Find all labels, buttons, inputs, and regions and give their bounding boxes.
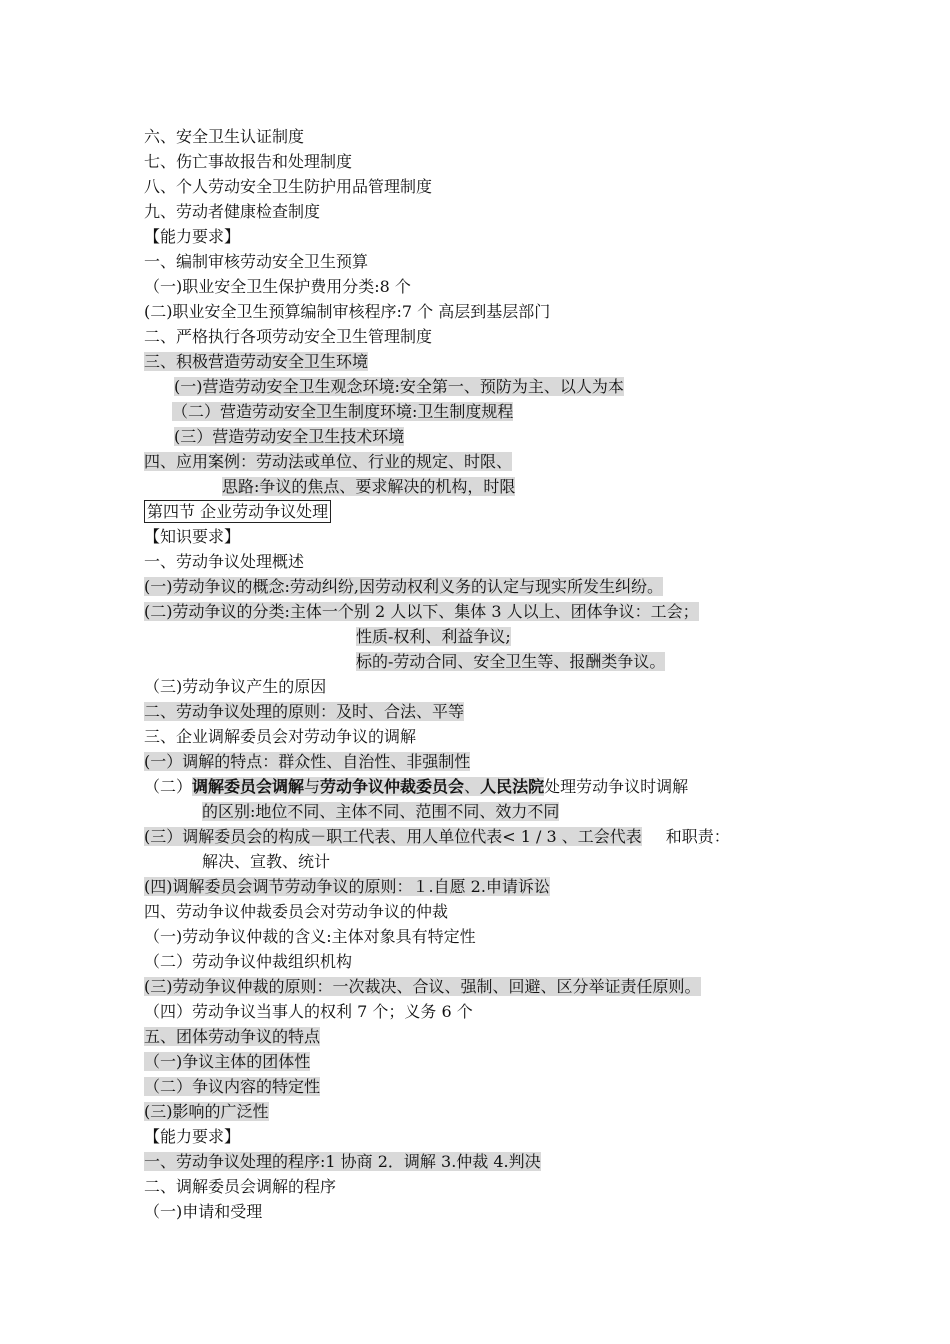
highlight-text: 五、团体劳动争议的特点	[144, 1027, 321, 1046]
text-line: (二)职业安全卫生预算编制审核程序:7 个 高层到基层部门	[144, 302, 551, 321]
text-line: 九、劳动者健康检查制度	[144, 202, 321, 221]
section-title-line	[144, 499, 331, 524]
highlight-text: 标的-劳动合同、安全卫生等、报酬类争议。	[356, 652, 666, 671]
highlight-text: (一）调解的特点：群众性、自治性、非强制性	[144, 752, 471, 771]
text-line: （一)申请和受理	[144, 1202, 263, 1221]
highlighted-line	[356, 649, 665, 674]
highlighted-line	[144, 574, 663, 599]
highlighted-line	[144, 1024, 320, 1049]
text-line: （三)劳动争议产生的原因	[144, 677, 327, 696]
highlighted-line	[144, 1074, 320, 1099]
highlight-text: 四、应用案例：劳动法或单位、行业的规定、时限、	[144, 452, 513, 471]
highlight-text: 性质-权利、利益争议;	[356, 627, 511, 646]
text-line: （二）劳动争议仲裁组织机构	[144, 952, 353, 971]
highlighted-line	[144, 749, 470, 774]
highlighted-line	[144, 1049, 310, 1074]
highlight-text: 三、积极营造劳动安全卫生环境	[144, 352, 369, 371]
bold-term: 劳动争议仲裁委员会	[320, 777, 465, 796]
highlight-text: (三）调解委员会的构成－职工代表、用人单位代表< 1 / 3 、工会代表	[144, 827, 642, 846]
text-line: 三、企业调解委员会对劳动争议的调解	[144, 727, 417, 746]
highlighted-line	[202, 799, 559, 824]
text-segment: 与	[304, 777, 321, 796]
highlighted-line	[144, 349, 368, 374]
highlighted-line	[174, 424, 404, 449]
highlight-text: (三)劳动争议仲裁的原则：一次裁决、合议、强制、回避、区分举证责任原则。	[144, 977, 701, 996]
text-line: 八、个人劳动安全卫生防护用品管理制度	[144, 177, 433, 196]
bold-term: 人民法院	[480, 777, 545, 796]
highlight-text: (三)影响的广泛性	[144, 1102, 269, 1121]
text-segment: 处理劳动争议时调解	[544, 777, 689, 796]
text-line: （一)职业安全卫生保护费用分类:8 个	[144, 277, 411, 296]
highlight-text: (三）营造劳动安全卫生技术环境	[174, 427, 405, 446]
text-line: 二、严格执行各项劳动安全卫生管理制度	[144, 327, 433, 346]
highlight-text: 的区别:地位不同、主体不同、范围不同、效力不同	[202, 802, 560, 821]
highlighted-line	[144, 824, 730, 849]
highlight-text: (二)劳动争议的分类:主体一个别 2 人以下、集体 3 人以上、团体争议：工会；	[144, 602, 699, 621]
highlight-text: (一)劳动争议的概念:劳动纠纷,因劳动权利义务的认定与现实所发生纠纷。	[144, 577, 663, 596]
text-line: 四、劳动争议仲裁委员会对劳动争议的仲裁	[144, 902, 449, 921]
text-line: 七、伤亡事故报告和处理制度	[144, 152, 353, 171]
highlight-text: (四)调解委员会调节劳动争议的原则：１.自愿 2.申请诉讼	[144, 877, 550, 896]
highlighted-line	[356, 624, 511, 649]
highlighted-line	[144, 1149, 541, 1174]
text-line: 六、安全卫生认证制度	[144, 127, 305, 146]
highlight-text: 思路:争议的焦点、要求解决的机构，时限	[222, 477, 516, 496]
text-segment: （二）	[144, 777, 193, 796]
section-heading: 【能力要求】	[144, 227, 241, 246]
text-segment: 和职责：	[665, 827, 730, 846]
highlighted-line	[144, 1099, 269, 1124]
highlighted-line	[144, 599, 699, 624]
section-heading: 【知识要求】	[144, 527, 241, 546]
highlighted-line	[144, 974, 701, 999]
text-line: 一、劳动争议处理概述	[144, 552, 305, 571]
bold-term: 调解委员会调解	[192, 777, 305, 796]
highlight-text: 二、劳动争议处理的原则：及时、合法、平等	[144, 702, 465, 721]
text-line: （四）劳动争议当事人的权利 7 个；义务 6 个	[144, 1002, 473, 1021]
highlight-text: (一)营造劳动安全卫生观念环境:安全第一、预防为主、以人为本	[174, 377, 624, 396]
highlighted-line	[144, 449, 512, 474]
highlighted-line	[144, 874, 550, 899]
text-line: 一、编制审核劳动安全卫生预算	[144, 252, 369, 271]
text-line: 解决、宣教、统计	[202, 852, 331, 871]
text-line: （一)劳动争议仲裁的含义:主体对象具有特定性	[144, 927, 476, 946]
mixed-bold-line	[144, 774, 688, 799]
highlighted-line	[144, 699, 464, 724]
highlight-text: 一、劳动争议处理的程序:1 协商 2．调解 3.仲裁 4.判决	[144, 1152, 541, 1171]
highlight-text: （二）争议内容的特定性	[144, 1077, 321, 1096]
highlighted-line	[172, 399, 513, 424]
section-title-box: 第四节 企业劳动争议处理	[144, 500, 331, 523]
highlight-text: （二）营造劳动安全卫生制度环境:卫生制度规程	[172, 402, 514, 421]
highlight-text: （一)争议主体的团体性	[144, 1052, 311, 1071]
highlighted-line	[222, 474, 515, 499]
section-heading: 【能力要求】	[144, 1127, 241, 1146]
highlighted-line	[174, 374, 624, 399]
text-line: 二、调解委员会调解的程序	[144, 1177, 337, 1196]
text-segment: 、	[464, 777, 481, 796]
